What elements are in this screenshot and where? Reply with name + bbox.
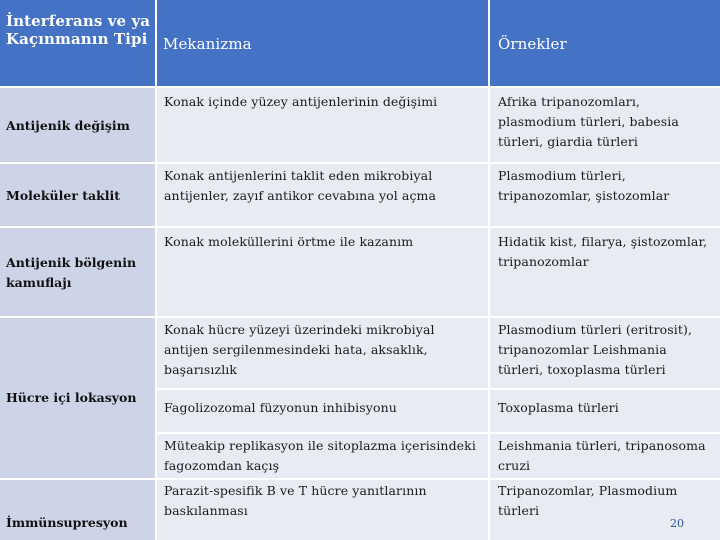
row-4a-mechanism-cell: [157, 318, 488, 388]
row-4-type-cell: [0, 318, 155, 478]
row-5-examples-cell: [490, 480, 720, 540]
row-4a-mechanism: Konak hücre yüzeyi üzerindeki mikrobiyal antijen sergilenmesindeki hata, aksaklık, başarısızlık: [164, 322, 435, 377]
row-4a-examples: Plasmodium türleri (eritrosit), tripanozomlar Leishmania türleri, toxoplasma türleri: [498, 322, 693, 377]
header-cell-type: [0, 0, 155, 86]
row-5-type-cell: [0, 480, 155, 540]
row-2-mechanism-cell: [157, 164, 488, 226]
page-number: 20: [670, 517, 684, 530]
row-3-examples: Hidatik kist, filarya, şistozomlar, tripanozomlar: [498, 234, 708, 269]
row-4c-examples-cell: [490, 434, 720, 478]
row-5-mechanism-cell: [157, 480, 488, 540]
header-cell-examples: [490, 0, 720, 86]
row-1-examples-cell: [490, 88, 720, 162]
row-5-mechanism: Parazit-spesifik B ve T hücre yanıtlarının baskılanması: [164, 483, 427, 518]
row-3-mechanism-cell: [157, 228, 488, 316]
row-4b-mechanism: Fagolizozomal füzyonun inhibisyonu: [164, 400, 397, 415]
row-4c-mechanism-cell: [157, 434, 488, 478]
row-1-type: Antijenik değişim: [6, 118, 130, 133]
row-2-type: Moleküler taklit: [6, 188, 121, 203]
row-4b-examples: Toxoplasma türleri: [498, 400, 619, 415]
row-1-type-cell: [0, 88, 155, 162]
row-3-type: Antijenik bölgenin kamuflajı: [6, 255, 137, 290]
header-examples-label: Örnekler: [498, 35, 567, 53]
row-5-examples: Tripanozomlar, Plasmodium türleri: [498, 483, 678, 518]
header-type-label: İnterferans ve ya Kaçınmanın Tipi: [6, 12, 151, 48]
row-4c-mechanism: Müteakip replikasyon ile sitoplazma içerisindeki fagozomdan kaçış: [164, 438, 476, 473]
row-5-type: İmmünsupresyon: [6, 515, 128, 530]
header-cell-mechanism: [157, 0, 488, 86]
row-2-examples: Plasmodium türleri, tripanozomlar, şistozomlar: [498, 168, 670, 203]
row-1-examples: Afrika tripanozomları, plasmodium türleri, babesia türleri, giardia türleri: [498, 94, 679, 149]
row-3-type-cell: [0, 228, 155, 316]
row-4-type: Hücre içi lokasyon: [6, 390, 137, 405]
row-3-mechanism: Konak moleküllerini örtme ile kazanım: [164, 234, 414, 249]
row-2-type-cell: [0, 164, 155, 226]
row-1-mechanism: Konak içinde yüzey antijenlerinin değişimi: [164, 94, 438, 109]
row-1-mechanism-cell: [157, 88, 488, 162]
row-3-examples-cell: [490, 228, 720, 316]
row-4b-examples-cell: [490, 390, 720, 432]
row-4b-mechanism-cell: [157, 390, 488, 432]
row-4c-examples: Leishmania türleri, tripanosoma cruzi: [498, 438, 706, 473]
row-2-examples-cell: [490, 164, 720, 226]
row-2-mechanism: Konak antijenlerini taklit eden mikrobiyal antijenler, zayıf antikor cevabına yol açma: [164, 168, 437, 203]
header-mechanism-label: Mekanizma: [163, 35, 252, 53]
row-4a-examples-cell: [490, 318, 720, 388]
